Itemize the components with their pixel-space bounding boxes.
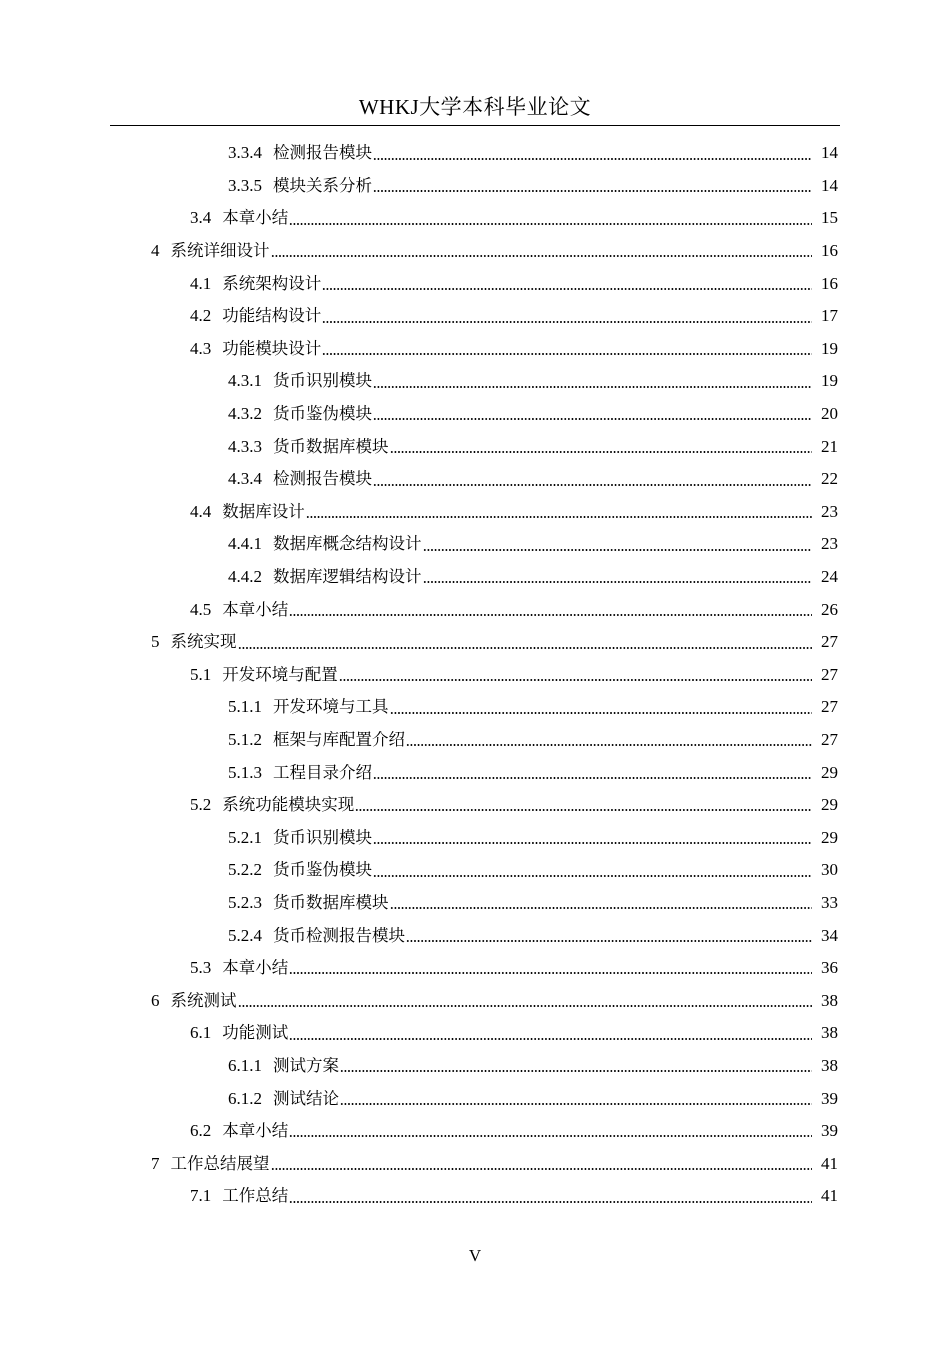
toc-dot-leader [406,939,812,943]
toc-entry-page: 19 [821,371,838,391]
toc-entry-page: 15 [821,208,838,228]
toc-entry-page: 39 [821,1121,838,1141]
toc-dot-leader [271,254,813,258]
toc-entry-number: 5.2.3 [228,892,262,912]
page-number: V [468,1246,482,1265]
toc-entry-number: 4.3.2 [228,404,262,424]
toc-entry-page: 21 [821,436,838,456]
toc-entry-number: 5.1.3 [228,762,262,782]
toc-entry-page: 19 [821,338,838,358]
toc-dot-leader [238,646,813,650]
toc-entry-title: 货币鉴伪模块 [273,404,372,424]
toc-entry-title: 系统功能模块实现 [222,795,355,815]
toc-entry[interactable] [0,528,950,561]
toc-entry-page: 16 [821,241,838,261]
toc-entry[interactable] [0,724,950,757]
toc-entry-title: 数据库设计 [222,501,305,521]
toc-entry-title: 本章小结 [222,208,289,228]
toc-entry-number: 5.1.2 [228,729,262,749]
toc-entry-title: 测试方案 [273,1055,339,1075]
toc-entry-page: 23 [821,534,838,554]
toc-entry[interactable] [0,691,950,724]
toc-entry-page: 27 [821,664,838,684]
toc-dot-leader [289,971,812,975]
toc-entry-title: 货币识别模块 [273,827,372,847]
table-of-contents [0,137,950,1213]
toc-entry-number: 4.5 [190,599,212,619]
toc-entry-page: 23 [821,501,838,521]
toc-entry-title: 数据库逻辑结构设计 [273,567,422,587]
toc-entry-number: 4 [151,241,160,261]
toc-dot-leader [373,385,812,389]
toc-entry-title: 货币数据库模块 [273,892,389,912]
toc-entry[interactable] [0,919,950,952]
toc-entry[interactable] [0,137,950,170]
toc-entry-page: 26 [821,599,838,619]
page-header-title: WHKJ大学本科毕业论文 [358,95,592,119]
toc-entry-page: 27 [821,697,838,717]
toc-entry[interactable] [0,984,950,1017]
toc-entry-number: 6.2 [190,1121,212,1141]
toc-entry-number: 4.4 [190,501,212,521]
toc-dot-leader [373,776,812,780]
toc-dot-leader [340,1069,812,1073]
toc-dot-leader [238,1004,813,1008]
toc-dot-leader [373,417,812,421]
toc-entry-title: 系统详细设计 [170,241,270,261]
toc-dot-leader [423,548,813,552]
toc-entry-number: 4.1 [190,273,212,293]
toc-entry[interactable] [0,593,950,626]
toc-entry[interactable] [0,496,950,529]
toc-entry-title: 框架与库配置介绍 [273,729,405,749]
toc-entry[interactable] [0,756,950,789]
toc-entry-title: 功能测试 [222,1023,289,1043]
toc-entry-number: 5.2.1 [228,827,262,847]
toc-entry-title: 货币数据库模块 [273,436,389,456]
toc-entry-number: 5.2.4 [228,925,262,945]
toc-dot-leader [373,157,812,161]
toc-entry-page: 38 [821,1023,838,1043]
toc-entry-number: 4.4.2 [228,567,262,587]
toc-entry-title: 开发环境与工具 [273,697,389,717]
toc-entry-page: 38 [821,1055,838,1075]
toc-dot-leader [355,808,812,812]
toc-dot-leader [289,222,812,226]
toc-entry-page: 39 [821,1088,838,1108]
toc-entry-number: 6.1 [190,1023,212,1043]
toc-dot-leader [289,613,812,617]
toc-entry-number: 4.4.1 [228,534,262,554]
toc-entry[interactable] [0,267,950,300]
toc-entry-page: 36 [821,958,838,978]
toc-entry[interactable] [0,1115,950,1148]
toc-entry-page: 20 [821,404,838,424]
toc-entry-page: 34 [821,925,838,945]
toc-entry-number: 5.2.2 [228,860,262,880]
toc-entry[interactable] [0,821,950,854]
toc-entry[interactable] [0,235,950,268]
toc-entry-title: 本章小结 [222,599,289,619]
toc-entry-page: 22 [821,469,838,489]
toc-entry-title: 数据库概念结构设计 [273,534,422,554]
toc-entry-number: 5 [151,632,160,652]
toc-entry-page: 14 [821,175,838,195]
toc-entry[interactable] [0,789,950,822]
toc-entry-title: 功能模块设计 [222,338,322,358]
toc-entry-title: 本章小结 [222,1121,289,1141]
toc-entry-number: 3.3.4 [228,143,262,163]
toc-dot-leader [406,743,812,747]
toc-entry[interactable] [0,1082,950,1115]
toc-entry-title: 本章小结 [222,958,289,978]
toc-entry-title: 货币识别模块 [273,371,372,391]
toc-entry[interactable] [0,300,950,333]
toc-entry-page: 33 [821,892,838,912]
toc-dot-leader [373,189,812,193]
toc-entry-number: 4.3.3 [228,436,262,456]
toc-dot-leader [271,1167,813,1171]
toc-entry-number: 7.1 [190,1186,212,1206]
toc-entry-page: 16 [821,273,838,293]
toc-entry-number: 3.4 [190,208,212,228]
toc-dot-leader [423,580,813,584]
toc-dot-leader [322,320,812,324]
toc-entry-title: 测试结论 [273,1088,339,1108]
toc-entry-number: 3.3.5 [228,175,262,195]
toc-entry-title: 检测报告模块 [273,143,372,163]
toc-entry-number: 6 [151,990,160,1010]
toc-dot-leader [339,678,812,682]
toc-dot-leader [373,841,812,845]
toc-entry-title: 系统架构设计 [222,273,322,293]
toc-entry-number: 5.3 [190,958,212,978]
toc-entry[interactable] [0,1180,950,1213]
toc-entry[interactable] [0,398,950,431]
toc-entry-title: 功能结构设计 [222,306,322,326]
toc-entry[interactable] [0,463,950,496]
toc-entry-number: 5.1.1 [228,697,262,717]
toc-entry-title: 检测报告模块 [273,469,372,489]
toc-entry-title: 工作总结展望 [170,1153,270,1173]
toc-entry-page: 29 [821,827,838,847]
toc-entry-number: 7 [151,1153,160,1173]
toc-entry[interactable] [0,887,950,920]
toc-entry-page: 41 [821,1186,838,1206]
toc-entry-title: 系统测试 [170,990,237,1010]
toc-entry-title: 系统实现 [170,632,237,652]
toc-entry[interactable] [0,170,950,203]
toc-entry-title: 工程目录介绍 [273,762,372,782]
toc-entry-page: 29 [821,762,838,782]
toc-dot-leader [373,874,812,878]
toc-dot-leader [322,352,812,356]
toc-entry[interactable] [0,430,950,463]
toc-entry-page: 17 [821,306,838,326]
toc-dot-leader [373,483,812,487]
toc-entry-page: 30 [821,860,838,880]
toc-dot-leader [306,515,812,519]
toc-entry-number: 4.2 [190,306,212,326]
toc-entry-page: 14 [821,143,838,163]
toc-entry[interactable] [0,659,950,692]
toc-entry[interactable] [0,952,950,985]
toc-entry[interactable] [0,1017,950,1050]
toc-entry-page: 41 [821,1153,838,1173]
toc-entry-title: 工作总结 [222,1186,289,1206]
toc-entry-number: 5.2 [190,795,212,815]
toc-entry-page: 38 [821,990,838,1010]
toc-entry-title: 货币鉴伪模块 [273,860,372,880]
toc-entry-number: 6.1.2 [228,1088,262,1108]
toc-entry-page: 27 [821,632,838,652]
header-divider [110,125,840,126]
toc-dot-leader [289,1037,812,1041]
toc-dot-leader [289,1134,812,1138]
toc-entry-title: 模块关系分析 [273,175,372,195]
toc-dot-leader [340,1102,812,1106]
toc-dot-leader [390,906,813,910]
toc-entry[interactable] [0,333,950,366]
toc-entry[interactable] [0,202,950,235]
toc-entry[interactable] [0,626,950,659]
toc-entry-number: 4.3.4 [228,469,262,489]
toc-entry[interactable] [0,854,950,887]
toc-entry[interactable] [0,1050,950,1083]
toc-entry[interactable] [0,1147,950,1180]
toc-entry-page: 24 [821,567,838,587]
toc-entry-number: 5.1 [190,664,212,684]
toc-entry-page: 29 [821,795,838,815]
toc-dot-leader [289,1200,812,1204]
toc-dot-leader [390,711,813,715]
toc-entry[interactable] [0,561,950,594]
toc-entry-title: 开发环境与配置 [222,664,338,684]
toc-dot-leader [390,450,813,454]
toc-entry-page: 27 [821,729,838,749]
toc-entry[interactable] [0,365,950,398]
toc-entry-number: 4.3.1 [228,371,262,391]
toc-entry-title: 货币检测报告模块 [273,925,405,945]
toc-entry-number: 6.1.1 [228,1055,262,1075]
toc-dot-leader [322,287,812,291]
toc-entry-number: 4.3 [190,338,212,358]
